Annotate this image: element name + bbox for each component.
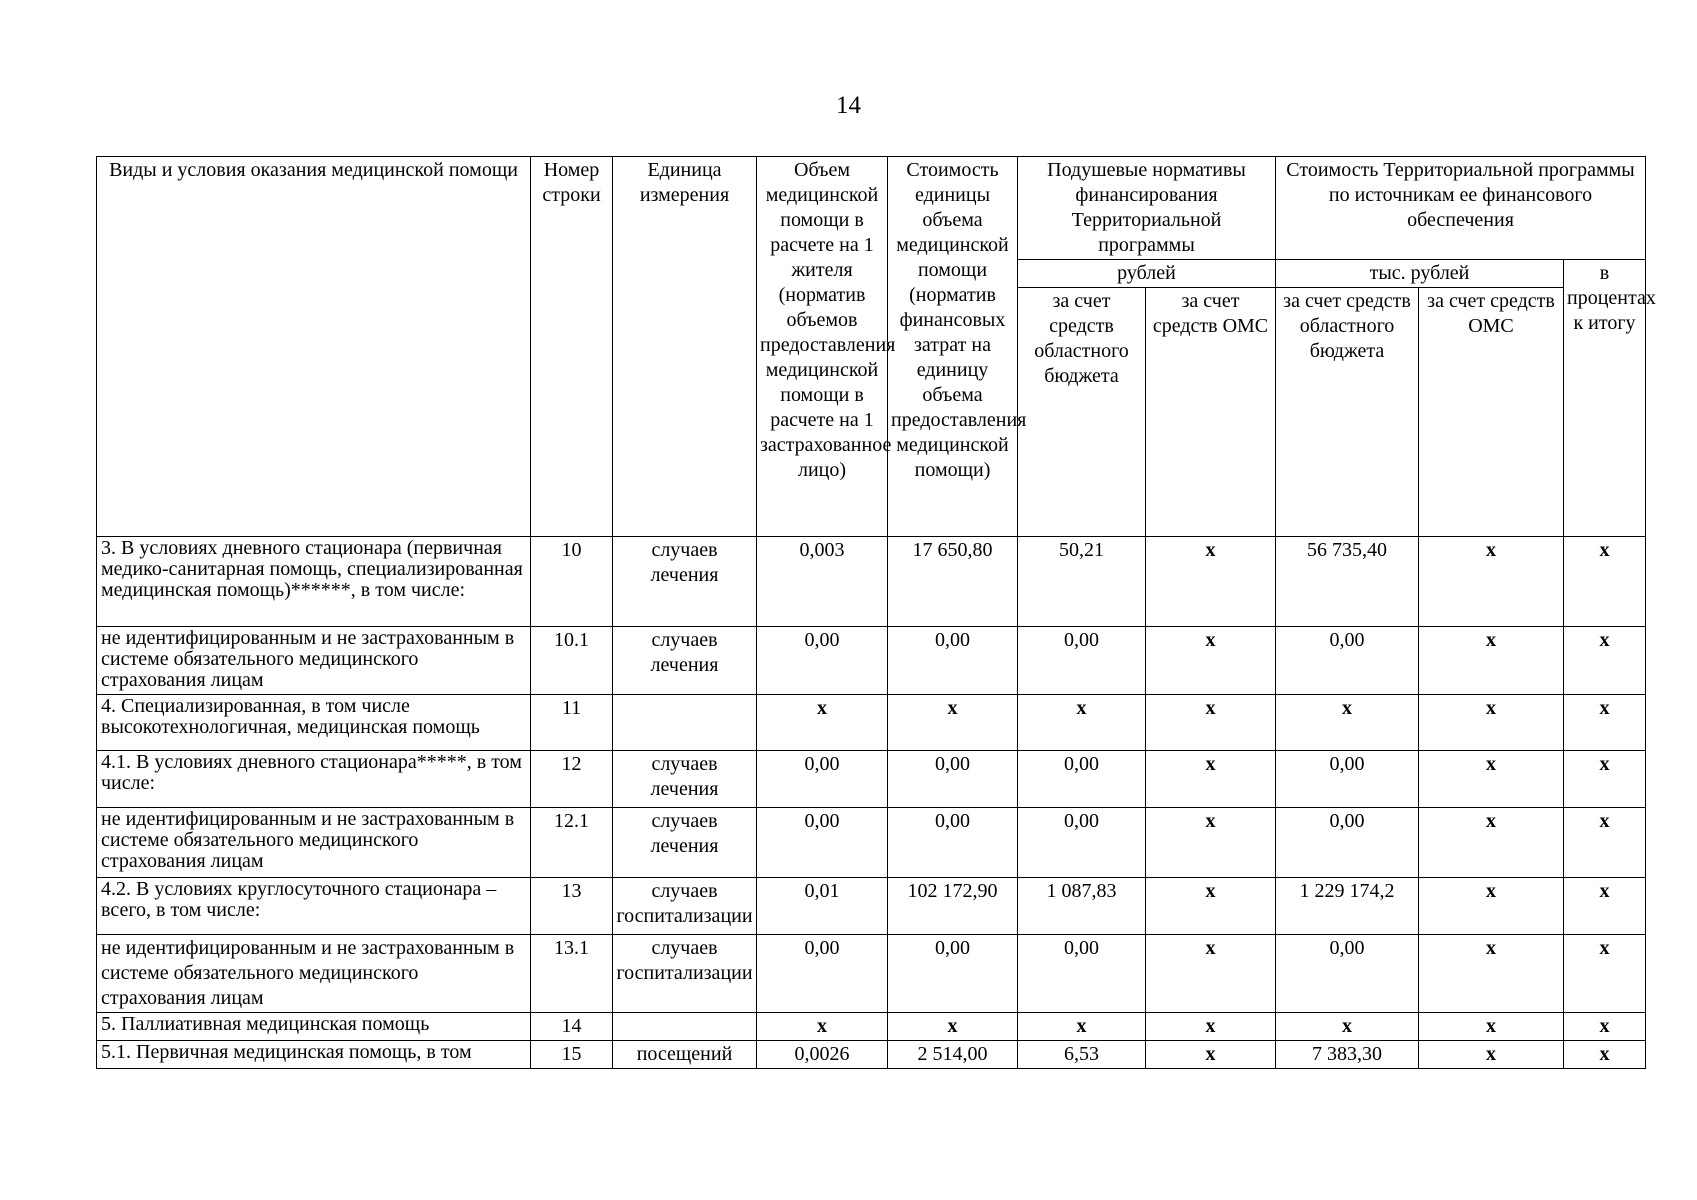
cell-row-no: 13 (531, 878, 613, 935)
cell-unit (613, 695, 757, 751)
cell-percent: х (1564, 1041, 1646, 1069)
cell-percent: х (1564, 1013, 1646, 1041)
cell-type: 4.2. В условиях круглосуточного стационара – всего, в том числе: (97, 878, 531, 935)
cell-cost-oms: х (1419, 695, 1564, 751)
cell-per-capita-oms: х (1146, 808, 1276, 878)
cell-cost: х (888, 695, 1018, 751)
cell-cost: 102 172,90 (888, 878, 1018, 935)
cell-percent: х (1564, 878, 1646, 935)
cell-per-capita-budget: 0,00 (1018, 808, 1146, 878)
header-per-capita: Подушевые нормативы финансирования Территориальной программы (1018, 157, 1276, 260)
cell-type: 5.1. Первичная медицинская помощь, в том (97, 1041, 531, 1069)
cell-per-capita-oms: х (1146, 935, 1276, 1013)
header-rubles: рублей (1018, 260, 1276, 288)
header-unit: Единица измерения (613, 157, 757, 537)
cell-per-capita-budget: 0,00 (1018, 935, 1146, 1013)
cell-volume: 0,00 (757, 808, 888, 878)
header-program-cost: Стоимость Территориальной программы по источникам ее финансового обеспечения (1276, 157, 1646, 260)
cell-unit (613, 1013, 757, 1041)
table-row (97, 1013, 1646, 1041)
cell-unit: посещений (613, 1041, 757, 1069)
cell-cost-budget: 7 383,30 (1276, 1041, 1419, 1069)
cell-volume: 0,0026 (757, 1041, 888, 1069)
cell-per-capita-budget: х (1018, 695, 1146, 751)
cell-cost: 17 650,80 (888, 537, 1018, 627)
cell-cost-budget: 1 229 174,2 (1276, 878, 1419, 935)
header-volume: Объем медицинской помощи в расчете на 1 жителя (норматив объемов предоставления медицинской помощи в расчете на 1 застрахованное лицо) (757, 157, 888, 537)
cell-cost-budget: 0,00 (1276, 935, 1419, 1013)
financing-table (96, 156, 1656, 1069)
cell-cost: 2 514,00 (888, 1041, 1018, 1069)
table-row (97, 935, 1646, 1013)
cell-percent: х (1564, 627, 1646, 695)
cell-cost-budget: х (1276, 1013, 1419, 1041)
cell-cost-oms: х (1419, 1041, 1564, 1069)
table-row (97, 695, 1646, 751)
cell-percent: х (1564, 808, 1646, 878)
page-number: 14 (836, 92, 861, 119)
cell-cost-oms: х (1419, 751, 1564, 808)
cell-type: 5. Паллиативная медицинская помощь (97, 1013, 531, 1041)
cell-per-capita-budget: 0,00 (1018, 627, 1146, 695)
header-type: Виды и условия оказания медицинской помощи (97, 157, 531, 537)
cell-cost-budget: х (1276, 695, 1419, 751)
header-regional-budget-2: за счет средств областного бюджета (1276, 288, 1419, 537)
cell-row-no: 10 (531, 537, 613, 627)
cell-cost-oms: х (1419, 808, 1564, 878)
cell-cost-oms: х (1419, 537, 1564, 627)
cell-per-capita-oms: х (1146, 1041, 1276, 1069)
cell-cost-oms: х (1419, 878, 1564, 935)
cell-type: 3. В условиях дневного стационара (первичная медико-санитарная помощь, специализированная медицинская помощь)******, в том числе: (97, 537, 531, 627)
cell-per-capita-oms: х (1146, 537, 1276, 627)
cell-per-capita-oms: х (1146, 627, 1276, 695)
cell-type: не идентифицированным и не застрахованным в системе обязательного медицинского страхования лицам (97, 935, 531, 1013)
cell-row-no: 12 (531, 751, 613, 808)
header-percent: в процентах к итогу (1564, 260, 1646, 537)
cell-type: 4.1. В условиях дневного стационара*****, в том числе: (97, 751, 531, 808)
cell-unit: случаев лечения (613, 537, 757, 627)
cell-cost: 0,00 (888, 627, 1018, 695)
cell-unit: случаев госпитализации (613, 878, 757, 935)
table-row (97, 537, 1646, 627)
cell-cost-budget: 0,00 (1276, 627, 1419, 695)
cell-per-capita-budget: 0,00 (1018, 751, 1146, 808)
cell-cost: х (888, 1013, 1018, 1041)
header-oms-funds: за счет средств ОМС (1146, 288, 1276, 537)
cell-per-capita-oms: х (1146, 878, 1276, 935)
cell-row-no: 11 (531, 695, 613, 751)
header-row-1 (97, 157, 1646, 260)
cell-cost-oms: х (1419, 935, 1564, 1013)
header-cost: Стоимость единицы объема медицинской помощи (норматив финансовых затрат на единицу объема предоставления медицинской помощи) (888, 157, 1018, 537)
cell-cost-budget: 0,00 (1276, 751, 1419, 808)
cell-type: не идентифицированным и не застрахованным в системе обязательного медицинского страхования лицам (97, 808, 531, 878)
cell-type: 4. Специализированная, в том числе высокотехнологичная, медицинская помощь (97, 695, 531, 751)
cell-volume: х (757, 695, 888, 751)
header-thousand-rubles: тыс. рублей (1276, 260, 1564, 288)
cell-percent: х (1564, 537, 1646, 627)
cell-per-capita-budget: 50,21 (1018, 537, 1146, 627)
cell-row-no: 15 (531, 1041, 613, 1069)
cell-per-capita-oms: х (1146, 1013, 1276, 1041)
cell-percent: х (1564, 751, 1646, 808)
cell-unit: случаев лечения (613, 808, 757, 878)
cell-cost: 0,00 (888, 808, 1018, 878)
header-regional-budget: за счет средств областного бюджета (1018, 288, 1146, 537)
header-oms-funds-2: за счет средств ОМС (1419, 288, 1564, 537)
table-row (97, 1041, 1646, 1069)
cell-cost-budget: 56 735,40 (1276, 537, 1419, 627)
table-row (97, 751, 1646, 808)
cell-per-capita-oms: х (1146, 751, 1276, 808)
cell-per-capita-budget: 1 087,83 (1018, 878, 1146, 935)
table-row (97, 808, 1646, 878)
cell-cost: 0,00 (888, 751, 1018, 808)
table-row (97, 878, 1646, 935)
cell-row-no: 10.1 (531, 627, 613, 695)
cell-row-no: 14 (531, 1013, 613, 1041)
cell-percent: х (1564, 695, 1646, 751)
cell-volume: 0,01 (757, 878, 888, 935)
cell-row-no: 12.1 (531, 808, 613, 878)
cell-cost-budget: 0,00 (1276, 808, 1419, 878)
cell-per-capita-budget: х (1018, 1013, 1146, 1041)
cell-cost-oms: х (1419, 627, 1564, 695)
cell-volume: 0,003 (757, 537, 888, 627)
cell-per-capita-oms: х (1146, 695, 1276, 751)
cell-row-no: 13.1 (531, 935, 613, 1013)
cell-type: не идентифицированным и не застрахованным в системе обязательного медицинского страхования лицам (97, 627, 531, 695)
cell-unit: случаев лечения (613, 751, 757, 808)
cell-volume: 0,00 (757, 751, 888, 808)
header-row-no: Номер строки (531, 157, 613, 537)
cell-percent: х (1564, 935, 1646, 1013)
cell-volume: 0,00 (757, 627, 888, 695)
table-row (97, 627, 1646, 695)
cell-unit: случаев лечения (613, 627, 757, 695)
cell-cost-oms: х (1419, 1013, 1564, 1041)
cell-volume: 0,00 (757, 935, 888, 1013)
cell-per-capita-budget: 6,53 (1018, 1041, 1146, 1069)
cell-volume: х (757, 1013, 888, 1041)
cell-cost: 0,00 (888, 935, 1018, 1013)
cell-unit: случаев госпитализации (613, 935, 757, 1013)
